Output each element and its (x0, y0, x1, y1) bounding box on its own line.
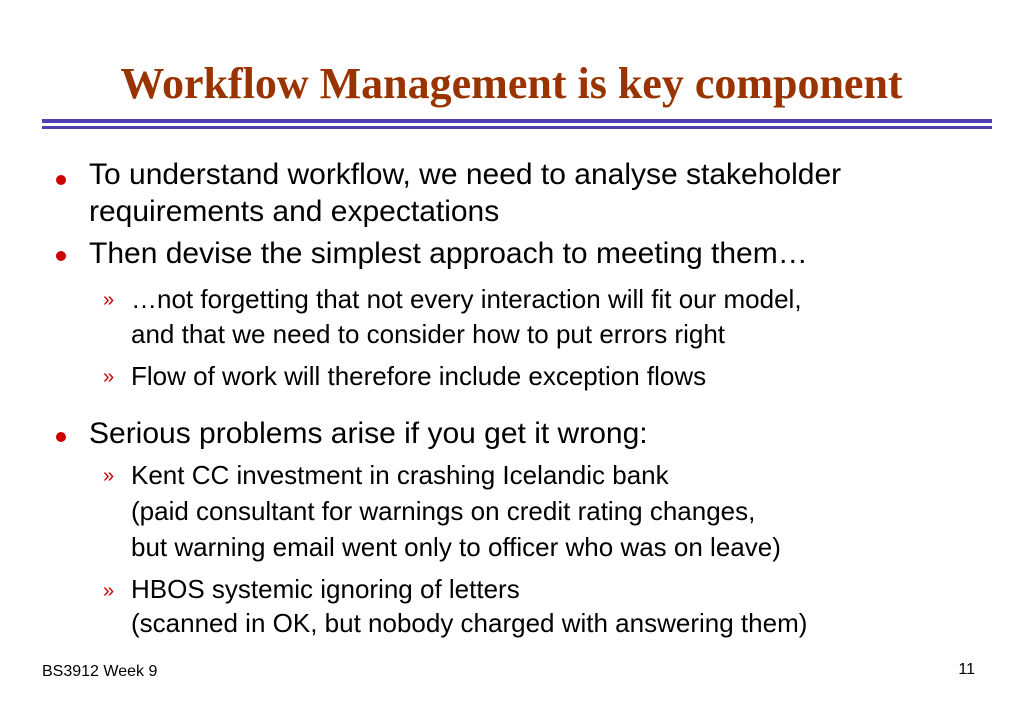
sub-bullet-text: HBOS systemic ignoring of letters (131, 574, 520, 604)
bullet-dot (56, 175, 66, 185)
footer-course-label: BS3912 Week 9 (42, 663, 158, 680)
bullet-dot (56, 251, 66, 261)
bullet-text: Serious problems arise if you get it wrong: (89, 417, 648, 450)
sub-bullet-text: (scanned in OK, but nobody charged with answering them) (131, 608, 808, 638)
sub-bullet-marker: » (103, 289, 115, 311)
sub-bullet-marker: » (103, 465, 115, 487)
sub-bullet-text: and that we need to consider how to put errors right (131, 319, 726, 349)
bullet-text: To understand workflow, we need to analyse stakeholder (89, 158, 842, 191)
title-divider-bottom (42, 126, 992, 129)
sub-bullet-text: Flow of work will therefore include exception flows (131, 361, 707, 391)
sub-bullet-text: (paid consultant for warnings on credit rating changes, (131, 496, 756, 526)
bullet-dot (56, 432, 66, 442)
page-number: 11 (958, 661, 975, 678)
sub-bullet-text: …not forgetting that not every interaction will fit our model, (131, 284, 802, 314)
sub-bullet-marker: » (103, 580, 115, 602)
bullet-text: requirements and expectations (89, 195, 500, 228)
title-divider-top (42, 119, 992, 123)
slide-title: Workflow Management is key component (120, 59, 903, 108)
bullet-text: Then devise the simplest approach to meeting them… (89, 237, 808, 270)
sub-bullet-text: Kent CC investment in crashing Icelandic bank (131, 460, 669, 490)
sub-bullet-text: but warning email went only to officer who was on leave) (131, 532, 781, 562)
sub-bullet-marker: » (103, 366, 115, 388)
